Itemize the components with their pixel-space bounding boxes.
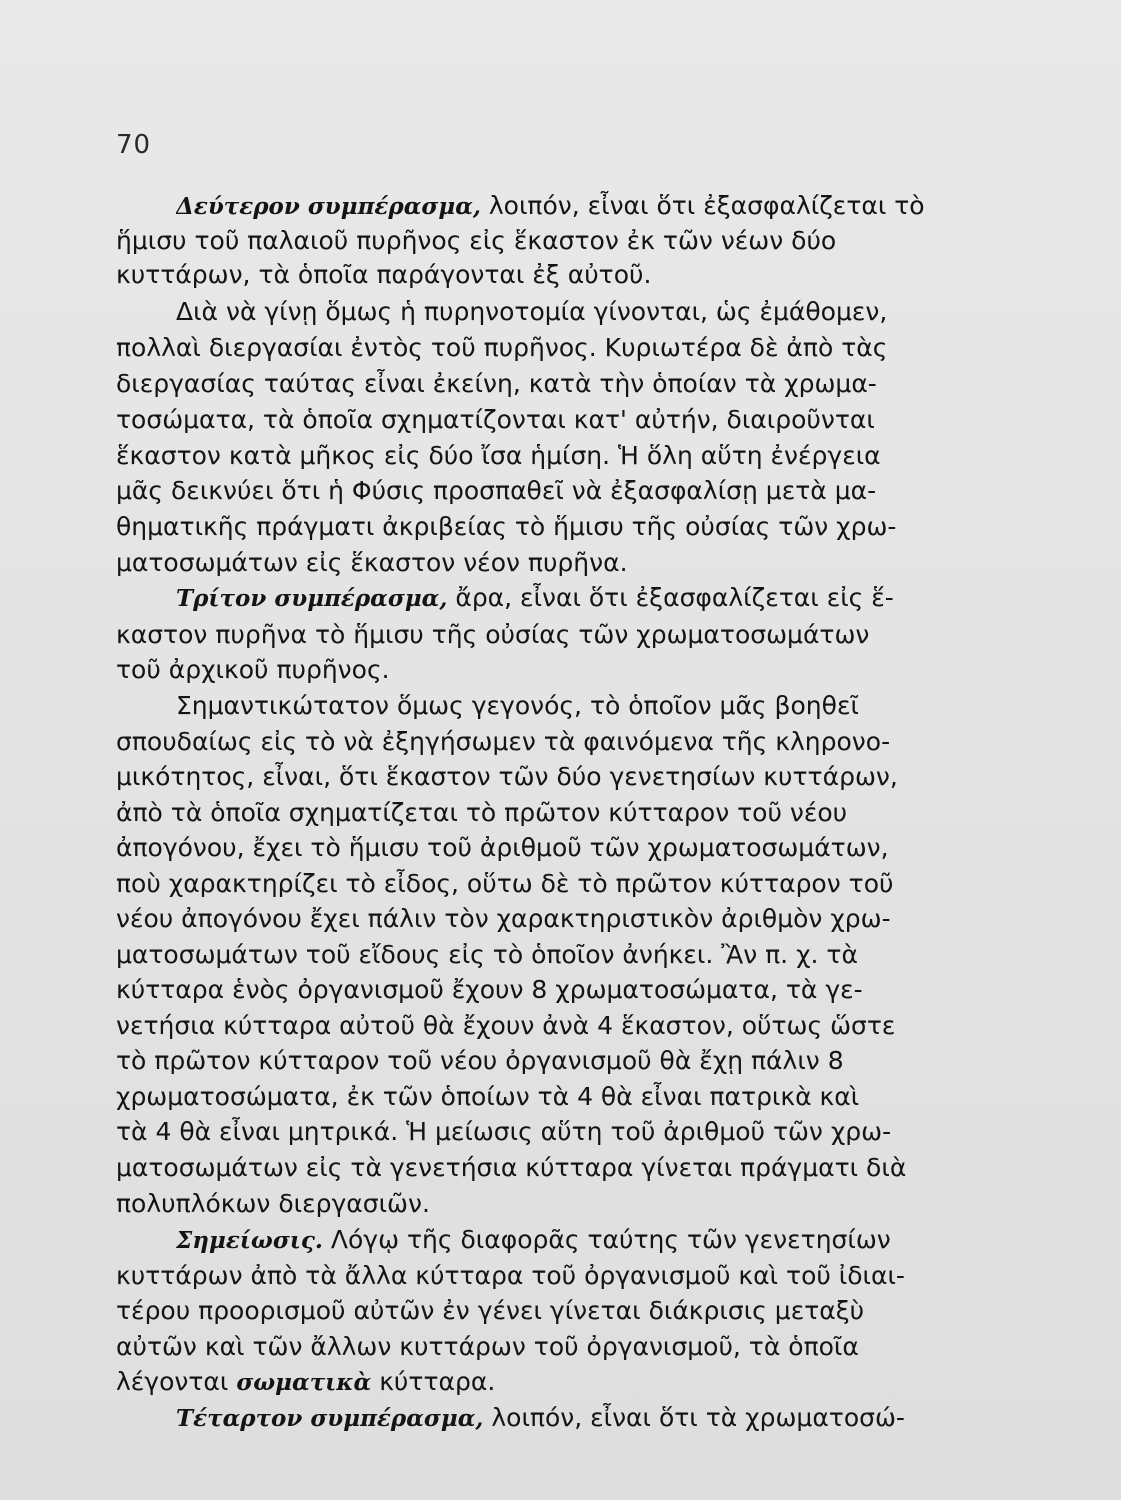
text-line	[176, 1222, 1046, 1258]
text-run: ἕκαστον κατὰ μῆκος εἰς δύο ἴσα ἡμίση. Ἡ ὅλη αὕτη ἐνέργεια	[116, 441, 881, 470]
text-line	[116, 866, 1046, 902]
text-run: πολυπλόκων διεργασιῶν.	[116, 1189, 430, 1218]
text-run: κύτταρα.	[371, 1367, 496, 1396]
text-run: λέγονται	[116, 1367, 237, 1396]
text-line	[116, 1043, 1046, 1079]
text-line	[116, 937, 1046, 973]
italic-term: Δεύτερον συμπέρασμα,	[176, 193, 481, 220]
text-line	[116, 972, 1046, 1008]
text-run: ἀπογόνου, ἔχει τὸ ἥμισυ τοῦ ἀριθμοῦ τῶν χρωματοσωμάτων,	[116, 833, 889, 862]
text-run: ἄρα, εἶναι ὅτι ἐξασφαλίζεται εἰς ἕ-	[447, 583, 894, 612]
text-run: ποὺ χαρακτηρίζει τὸ εἶδος, οὕτω δὲ τὸ πρῶτον κύτταρον τοῦ	[116, 869, 894, 898]
text-line	[116, 1079, 1046, 1115]
italic-term: σωματικὰ	[236, 1369, 372, 1396]
text-run: Λόγῳ τῆς διαφορᾶς ταύτης τῶν γενετησίων	[322, 1225, 891, 1254]
text-line	[176, 1400, 1046, 1436]
text-line	[116, 652, 1046, 688]
text-run: ἀπὸ τὰ ὁποῖα σχηματίζεται τὸ πρῶτον κύτταρον τοῦ νέου	[116, 798, 848, 827]
text-run: τὰ 4 θὰ εἶναι μητρικά. Ἡ μείωσις αὕτη τοῦ ἀριθμοῦ τῶν χρω-	[116, 1117, 892, 1146]
text-run: ἥμισυ τοῦ παλαιοῦ πυρῆνος εἰς ἕκαστον ἐκ τῶν νέων δύο	[116, 226, 837, 255]
text-line	[116, 509, 1046, 545]
text-line	[116, 257, 1046, 293]
text-run: αὐτῶν καὶ τῶν ἄλλων κυττάρων τοῦ ὀργανισμοῦ, τὰ ὁποῖα	[116, 1332, 859, 1361]
text-run: Διὰ νὰ γίνῃ ὅμως ἡ πυρηνοτομία γίνονται, ὡς ἐμάθομεν,	[176, 297, 888, 326]
text-run: λοιπόν, εἶναι ὅτι ἐξασφαλίζεται τὸ	[480, 191, 925, 220]
text-run: λοιπόν, εἶναι ὅτι τὰ χρωματοσώ-	[483, 1403, 905, 1432]
text-line	[116, 1293, 1046, 1329]
text-line	[116, 795, 1046, 831]
text-line	[116, 724, 1046, 760]
text-run: ματοσωμάτων εἰς ἕκαστον νέον πυρῆνα.	[116, 548, 628, 577]
text-run: μᾶς δεικνύει ὅτι ἡ Φύσις προσπαθεῖ νὰ ἐξασφαλίσῃ μετὰ μα-	[116, 476, 877, 505]
text-run: διεργασίας ταύτας εἶναι ἐκείνη, κατὰ τὴν ὁποίαν τὰ χρωμα-	[116, 369, 877, 398]
text-run: Σημαντικώτατον ὅμως γεγονός, τὸ ὁποῖον μᾶς βοηθεῖ	[176, 691, 859, 720]
text-line	[116, 1008, 1046, 1044]
text-run: τοῦ ἀρχικοῦ πυρῆνος.	[116, 655, 390, 684]
text-line	[116, 617, 1046, 653]
text-line	[116, 1150, 1046, 1186]
text-line	[116, 473, 1046, 509]
text-run: ματοσωμάτων τοῦ εἴδους εἰς τὸ ὁποῖον ἀνήκει. Ἂν π. χ. τὰ	[116, 940, 858, 969]
text-line	[116, 366, 1046, 402]
text-run: θηματικῆς πράγματι ἀκριβείας τὸ ἥμισυ τῆς οὐσίας τῶν χρω-	[116, 512, 897, 541]
text-line	[176, 688, 1046, 724]
text-line	[116, 330, 1046, 366]
text-run: νέου ἀπογόνου ἔχει πάλιν τὸν χαρακτηριστικὸν ἀριθμὸν χρω-	[116, 904, 891, 933]
text-line	[116, 223, 1046, 259]
text-line	[116, 1364, 1046, 1400]
text-line	[116, 1329, 1046, 1365]
text-run: νετήσια κύτταρα αὐτοῦ θὰ ἔχουν ἀνὰ 4 ἕκαστον, οὕτως ὥστε	[116, 1011, 896, 1040]
italic-term: Τρίτον συμπέρασμα,	[176, 585, 448, 612]
text-line	[176, 580, 1046, 616]
text-line	[116, 759, 1046, 795]
text-run: τὸ πρῶτον κύτταρον τοῦ νέου ὀργανισμοῦ θὰ ἔχῃ πάλιν 8	[116, 1046, 844, 1075]
text-line	[116, 402, 1046, 438]
text-run: κύτταρα ἑνὸς ὀργανισμοῦ ἔχουν 8 χρωματοσώματα, τὰ γε-	[116, 975, 863, 1004]
italic-term: Σημείωσις.	[176, 1227, 323, 1254]
page-number: 70	[116, 130, 152, 160]
text-line	[116, 1114, 1046, 1150]
text-run: κυττάρων, τὰ ὁποῖα παράγονται ἐξ αὐτοῦ.	[116, 260, 652, 289]
text-line	[116, 545, 1046, 581]
text-line	[176, 188, 1046, 224]
italic-term: Τέταρτον συμπέρασμα,	[176, 1405, 484, 1432]
text-line	[116, 830, 1046, 866]
text-run: τοσώματα, τὰ ὁποῖα σχηματίζονται κατ' αὐτήν, διαιροῦνται	[116, 405, 875, 434]
text-line	[116, 1258, 1046, 1294]
text-run: ματοσωμάτων εἰς τὰ γενετήσια κύτταρα γίνεται πράγματι διὰ	[116, 1153, 907, 1182]
text-run: σπουδαίως εἰς τὸ νὰ ἐξηγήσωμεν τὰ φαινόμενα τῆς κληρονο-	[116, 727, 891, 756]
text-run: μικότητος, εἶναι, ὅτι ἕκαστον τῶν δύο γενετησίων κυττάρων,	[116, 762, 898, 791]
text-run: τέρου προορισμοῦ αὐτῶν ἐν γένει γίνεται διάκρισις μεταξὺ	[116, 1296, 865, 1325]
text-line	[116, 1186, 1046, 1222]
text-run: καστον πυρῆνα τὸ ἥμισυ τῆς οὐσίας τῶν χρωματοσωμάτων	[116, 620, 870, 649]
text-run: κυττάρων ἀπὸ τὰ ἄλλα κύτταρα τοῦ ὀργανισμοῦ καὶ τοῦ ἰδιαι-	[116, 1261, 905, 1290]
text-run: χρωματοσώματα, ἐκ τῶν ὁποίων τὰ 4 θὰ εἶναι πατρικὰ καὶ	[116, 1082, 860, 1111]
text-line	[176, 294, 1046, 330]
text-run: πολλαὶ διεργασίαι ἐντὸς τοῦ πυρῆνος. Κυριωτέρα δὲ ἀπὸ τὰς	[116, 333, 888, 362]
text-line	[116, 438, 1046, 474]
text-line	[116, 901, 1046, 937]
